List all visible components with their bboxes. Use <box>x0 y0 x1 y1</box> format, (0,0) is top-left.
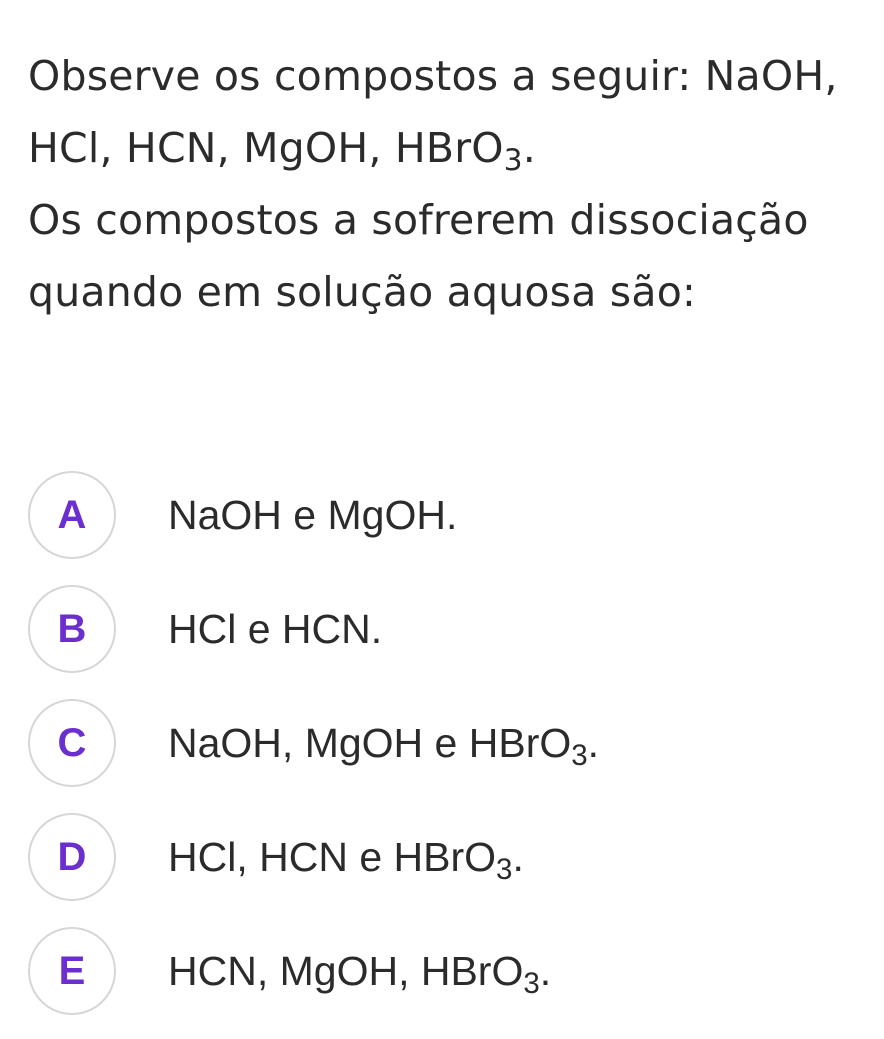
option-a-label: NaOH e MgOH. <box>168 491 458 538</box>
option-d-letter: D <box>57 834 87 879</box>
question-statement-subscript: 3 <box>503 143 523 178</box>
option-e-label: HCN, MgOH, HBrO <box>168 947 524 994</box>
question-prompt: Os compostos a sofrerem dissociação quando em solução aquosa são: <box>28 196 809 316</box>
option-b[interactable] <box>28 583 868 675</box>
option-e-text[interactable] <box>168 947 552 1000</box>
option-e-circle[interactable] <box>28 927 116 1015</box>
option-c-end: . <box>587 719 600 766</box>
question-statement-end: . <box>522 124 536 172</box>
option-c-circle[interactable] <box>28 699 116 787</box>
option-c-text[interactable] <box>168 719 600 772</box>
question-statement-text: Observe os compostos a seguir: NaOH, HCl, HCN, MgOH, HBrO <box>28 52 838 172</box>
option-e-end: . <box>539 947 552 994</box>
option-e[interactable] <box>28 925 868 1017</box>
option-a-circle[interactable] <box>28 471 116 559</box>
option-c-letter: C <box>57 720 87 765</box>
option-d[interactable] <box>28 811 868 903</box>
option-a[interactable] <box>28 469 868 561</box>
option-d-circle[interactable] <box>28 813 116 901</box>
option-b-circle[interactable] <box>28 585 116 673</box>
question-text <box>28 40 868 328</box>
option-b-label: HCl e HCN. <box>168 605 383 652</box>
option-d-text[interactable] <box>168 833 524 886</box>
option-c-subscript: 3 <box>571 738 588 772</box>
option-d-end: . <box>512 833 524 880</box>
option-e-subscript: 3 <box>523 966 540 1000</box>
option-d-subscript: 3 <box>496 852 513 886</box>
option-c-label: NaOH, MgOH e HBrO <box>168 719 572 766</box>
answer-options <box>28 469 868 1039</box>
option-a-letter: A <box>57 492 87 537</box>
option-b-text[interactable] <box>168 606 382 653</box>
option-e-letter: E <box>58 948 86 993</box>
option-d-label: HCl, HCN e HBrO <box>168 833 497 880</box>
option-c[interactable] <box>28 697 868 789</box>
question-statement <box>28 40 868 184</box>
option-b-letter: B <box>57 606 87 651</box>
option-a-text[interactable] <box>168 492 457 539</box>
